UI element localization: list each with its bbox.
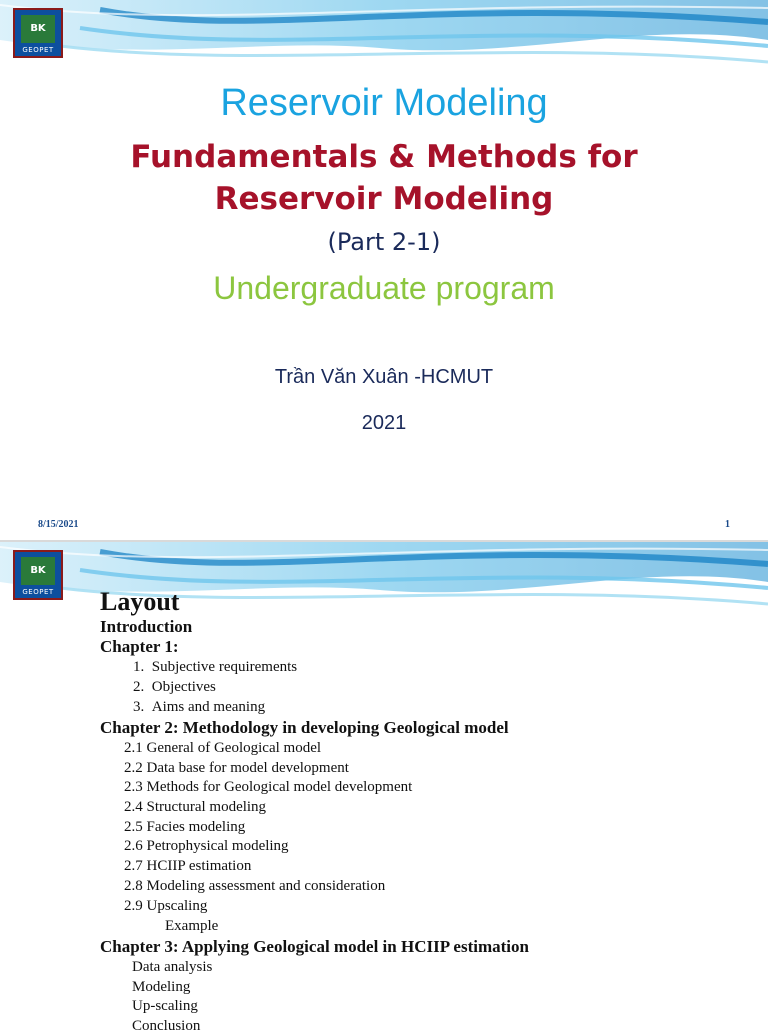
chapter1-item <box>133 659 297 676</box>
chapter3-item: Up-scaling <box>132 998 198 1014</box>
chapter3-heading: Chapter 3: Applying Geological model in HCIIP estimation <box>100 937 529 956</box>
logo-caption: GEOPET <box>22 46 54 54</box>
layout-slide <box>0 542 768 1034</box>
footer-date: 8/15/2021 <box>38 519 79 530</box>
intro-heading: Introduction <box>100 617 193 636</box>
chapter2-item: 2.8 Modeling assessment and consideration <box>124 878 386 894</box>
item-number: 2. <box>133 679 145 695</box>
item-text: Subjective requirements <box>151 659 298 675</box>
chapter2-item: 2.4 Structural modeling <box>124 799 267 815</box>
chapter2-item: 2.2 Data base for model development <box>124 760 349 776</box>
part-label: (Part 2-1) <box>327 228 441 256</box>
subtitle-line-1: Fundamentals & Methods for <box>130 139 638 175</box>
university-logo <box>13 550 63 600</box>
slide-title: Reservoir Modeling <box>220 82 548 124</box>
footer-page-number: 1 <box>725 519 730 530</box>
chapter3-item: Data analysis <box>132 959 213 975</box>
chapter2-item: 2.7 HCIIP estimation <box>124 858 252 874</box>
item-text: Aims and meaning <box>151 699 266 715</box>
chapter2-heading: Chapter 2: Methodology in developing Geological model <box>100 718 509 737</box>
item-text: Objectives <box>151 679 216 695</box>
chapter2-item: 2.5 Facies modeling <box>124 819 246 835</box>
chapter1-heading: Chapter 1: <box>100 637 179 656</box>
program-label: Undergraduate program <box>213 270 555 306</box>
university-logo <box>13 8 63 58</box>
logo-text: BK <box>30 565 46 576</box>
subtitle-line-2: Reservoir Modeling <box>214 181 554 217</box>
chapter2-item: 2.1 General of Geological model <box>124 740 322 756</box>
year-label: 2021 <box>361 412 407 434</box>
chapter2-item: 2.6 Petrophysical modeling <box>124 838 289 854</box>
logo-caption: GEOPET <box>22 588 54 596</box>
slide-subtitle <box>0 136 768 220</box>
header-wave-decoration <box>0 0 768 75</box>
item-number: 1. <box>133 659 145 675</box>
chapter2-example: Example <box>165 918 219 934</box>
chapter3-item: Modeling <box>132 979 191 995</box>
chapter3-item: Conclusion <box>132 1018 201 1034</box>
chapter2-item: 2.3 Methods for Geological model development <box>124 779 413 795</box>
chapter2-item: 2.9 Upscaling <box>124 898 208 914</box>
item-number: 3. <box>133 699 145 715</box>
chapter1-item <box>133 699 265 716</box>
logo-text: BK <box>30 23 46 34</box>
layout-title: Layout <box>100 587 180 616</box>
author-label: Trần Văn Xuân -HCMUT <box>274 366 494 388</box>
chapter1-item <box>133 679 216 696</box>
